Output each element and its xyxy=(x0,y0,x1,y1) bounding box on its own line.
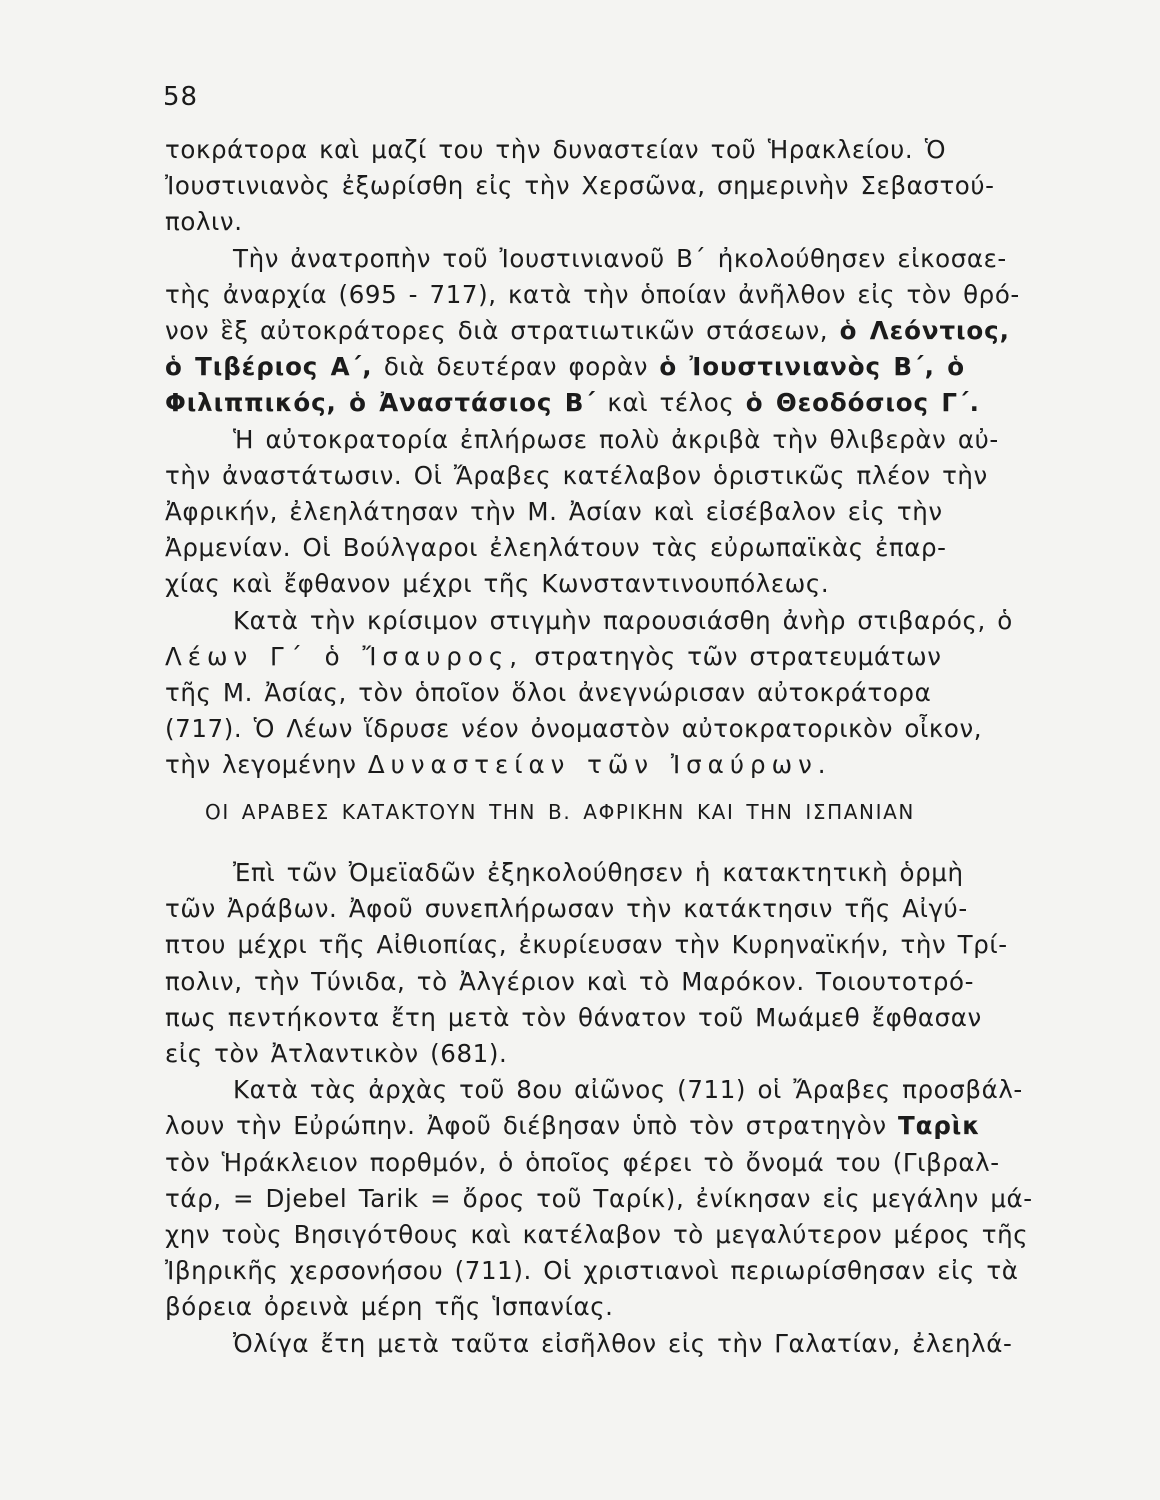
text-line: πως πεντήκοντα ἔτη μετὰ τὸν θάνατον τοῦ Μωάμεθ ἔφθασαν xyxy=(165,1002,982,1032)
text-line: Κατὰ τὴν κρίσιμον στιγμὴν παρουσιάσθη ἀνὴρ στιβαρός, ὁ xyxy=(233,605,1013,635)
text-line xyxy=(165,385,1130,421)
section-heading: ΟΙ ΑΡΑΒΕΣ ΚΑΤΑΚΤΟΥΝ ΤΗΝ Β. ΑΦΡΙΚΗΝ ΚΑΙ ΤΗΝ ΙΣΠΑΝΙΑΝ xyxy=(205,800,915,824)
text-line xyxy=(165,639,1130,675)
text-line: βόρεια ὀρεινὰ μέρη τῆς Ἱσπανίας. xyxy=(165,1292,614,1322)
text-line xyxy=(165,747,1130,783)
text-run: διὰ δευτέραν φορὰν xyxy=(383,352,648,382)
text-block-bottom xyxy=(165,855,1130,1362)
text-line: τὴν ἀναστάτωσιν. Οἱ Ἄραβες κατέλαβον ὁριστικῶς πλέον τὴν xyxy=(165,460,988,490)
text-run: καὶ τέλος xyxy=(607,388,735,418)
text-line: τοκράτορα καὶ μαζί του τὴν δυναστείαν τοῦ Ἡρακλείου. Ὁ xyxy=(165,135,947,164)
text-line: πτου μέχρι τῆς Αἰθιοπίας, ἐκυρίευσαν τὴν Κυρηναϊκήν, τὴν Τρί- xyxy=(165,930,1008,960)
text-run: τὴν λεγομένην xyxy=(165,750,357,780)
text-line: (717). Ὁ Λέων ἵδρυσε νέον ὀνομαστὸν αὐτοκρατορικὸν οἶκον, xyxy=(165,714,983,744)
text-line: Ἡ αὐτοκρατορία ἐπλήρωσε πολὺ ἀκριβὰ τὴν θλιβερὰν αὐ- xyxy=(233,424,999,454)
page-number: 58 xyxy=(163,82,199,112)
text-line: Τὴν ἀνατροπὴν τοῦ Ἰουστινιανοῦ Β΄ ἠκολούθησεν εἰκοσαε- xyxy=(233,243,1007,273)
text-line: Ἀφρικήν, ἐλεηλάτησαν τὴν Μ. Ἀσίαν καὶ εἰσέβαλον εἰς τὴν xyxy=(165,497,943,527)
text-block-top xyxy=(165,132,1130,784)
text-line: τῆς Μ. Ἀσίας, τὸν ὁποῖον ὅλοι ἀνεγνώρισαν αὐτοκράτορα xyxy=(165,678,932,708)
bold-name: ὁ Ἰουστινιανὸς Β΄, ὁ xyxy=(659,352,966,382)
text-line: τάρ, = Djebel Tarik = ὄρος τοῦ Ταρίκ), ἐνίκησαν εἰς μεγάλην μά- xyxy=(165,1183,1033,1213)
bold-name: Ταρὶκ xyxy=(898,1111,981,1141)
text-line: Ὀλίγα ἔτη μετὰ ταῦτα εἰσῆλθον εἰς τὴν Γαλατίαν, ἐλεηλά- xyxy=(233,1328,1013,1358)
bold-name: ὁ Τιβέριος Α΄, xyxy=(165,352,373,382)
text-line: χην τοὺς Βησιγότθους καὶ κατέλαβον τὸ μεγαλύτερον μέρος τῆς xyxy=(165,1220,1029,1250)
spaced-name: Λέων Γ΄ ὁ Ἴσαυρος, xyxy=(165,641,523,671)
text-run: νον ἓξ αὐτοκράτορες διὰ στρατιωτικῶν στάσεων, xyxy=(165,316,829,346)
bold-name: Φιλιππικός, ὁ Ἀναστάσιος Β΄ xyxy=(165,388,597,418)
text-line: τῶν Ἀράβων. Ἀφοῦ συνεπλήρωσαν τὴν κατάκτησιν τῆς Αἰγύ- xyxy=(165,894,968,924)
text-run: στρατηγὸς τῶν στρατευμάτων xyxy=(534,641,942,671)
text-line: τὸν Ἡράκλειον πορθμόν, ὁ ὁποῖος φέρει τὸ ὄνομά του (Γιβραλ- xyxy=(165,1147,1000,1177)
spaced-name: Δυναστείαν τῶν Ἰσαύρων. xyxy=(367,750,832,780)
text-line: Ἀρμενίαν. Οἱ Βούλγαροι ἐλεηλάτουν τὰς εὐρωπαϊκὰς ἐπαρ- xyxy=(165,533,947,563)
text-line xyxy=(165,1108,1130,1144)
text-line: πολιν. xyxy=(165,207,243,237)
text-line: εἰς τὸν Ἀτλαντικὸν (681). xyxy=(165,1039,508,1069)
bold-name: ὁ Θεοδόσιος Γ΄. xyxy=(745,388,980,418)
text-line: πολιν, τὴν Τύνιδα, τὸ Ἀλγέριον καὶ τὸ Μαρόκον. Τοιουτοτρό- xyxy=(165,966,975,996)
text-line: Ἰουστινιανὸς ἐξωρίσθη εἰς τὴν Χερσῶνα, σημερινὴν Σεβαστού- xyxy=(165,171,995,201)
bold-name: ὁ Λεόντιος, xyxy=(839,316,1010,346)
text-run: λουν τὴν Εὐρώπην. Ἀφοῦ διέβησαν ὑπὸ τὸν στρατηγὸν xyxy=(165,1111,887,1141)
text-line: τὴς ἀναρχία (695 - 717), κατὰ τὴν ὁποίαν ἀνῆλθον εἰς τὸν θρό- xyxy=(165,279,1020,309)
text-line xyxy=(165,313,1130,349)
text-line: Κατὰ τὰς ἀρχὰς τοῦ 8ου αἰῶνος (711) οἱ Ἄραβες προσβάλ- xyxy=(233,1075,1023,1105)
text-line: Ἐπὶ τῶν Ὀμεϊαδῶν ἐξηκολούθησεν ἡ κατακτητικὴ ὁρμὴ xyxy=(233,858,964,887)
text-line: χίας καὶ ἔφθανον μέχρι τῆς Κωνσταντινουπόλεως. xyxy=(165,569,830,599)
text-line xyxy=(165,349,1130,385)
text-line: Ἰβηρικῆς χερσονήσου (711). Οἱ χριστιανοὶ περιωρίσθησαν εἰς τὰ xyxy=(165,1256,1019,1286)
